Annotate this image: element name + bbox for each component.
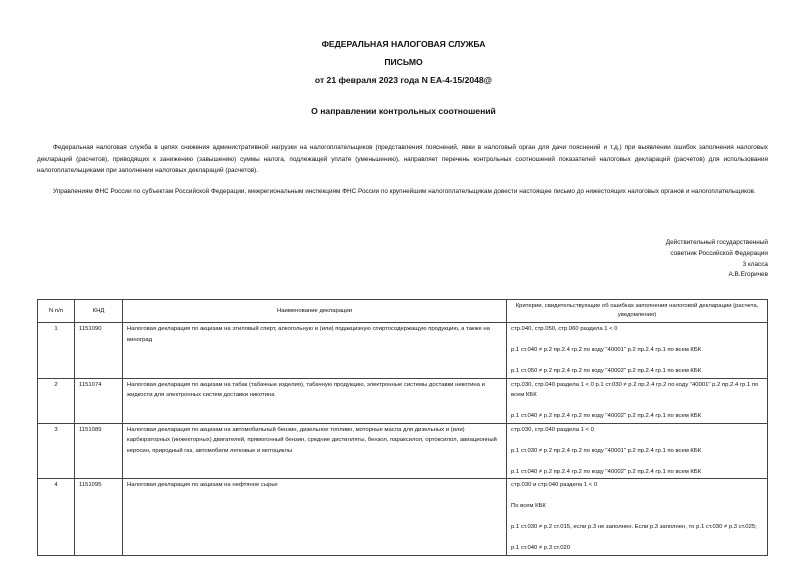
criteria-line: стр.030, стр.040 раздела 1 < 0 [511,426,594,433]
row-criteria [507,323,768,379]
signature-block [560,238,768,281]
criteria-line: р.1 ст.030 ≠ р.2 ст.015, если р.3 не заполнен. Если р.3 заполнен, то р.1 ст.030 ≠ р.3 ст.025; [511,524,757,530]
body-paragraph-1 [37,142,768,177]
criteria-line: стр.040, стр.050, стр.060 раздела 1 < 0 [511,326,618,332]
criteria-table [37,299,768,556]
row-declaration-name: Налоговая декларация по акцизам на табак (табачные изделия), табачную продукцию, электронные системы доставки никотина и жидкости для электронных систем доставки никотина [123,378,507,423]
signature-line-2: советник Российской Федерации [670,249,768,257]
body-paragraph-1-text: Федеральная налоговая служба в целях снижения административной нагрузки на налогоплательщиков (представления пояснений, явки в налоговый орган для дачи пояснений и т.д.) при выявлении ошибок заполнения налоговых деклараций (расчетов), приводящих к занижению (завышению) суммы налога, подлежащей уплате (уменьшению), направляет перечень контрольных соотношений показателей налоговых деклараций (расчетов) для использования налогоплательщиками при заполнении налоговых деклараций (расчетов). [37,144,768,175]
row-num: 3 [38,423,75,479]
body-paragraph-2 [37,186,768,198]
row-knd: 1151074 [75,378,123,423]
doc-subject: О направлении контрольных соотношений [311,106,496,116]
signature-line-3: 3 класса [742,260,768,268]
table-row [38,323,768,379]
row-knd: 1151095 [75,479,123,556]
criteria-line: р.1 ст.050 ≠ р.2 пр.2.4 гр.2 по коду "40002" р.2 пр.2.4 гр.1 по всем КБК [511,368,702,374]
org-title: ФЕДЕРАЛЬНАЯ НАЛОГОВАЯ СЛУЖБА [321,39,486,49]
row-num: 4 [38,479,75,556]
header-num: N п/п [38,300,75,323]
criteria-line: р.1 ст.040 ≠ р.3 ст.020 [511,545,571,551]
doc-type: ПИСЬМО [384,57,423,67]
criteria-line: стр.030, стр.040 раздела 1 < 0 р.1 ст.030 ≠ р.2 пр.2.4 гр.2 по коду "40001" р.2 пр.2.4 гр.1 по всем КБК [511,381,759,398]
signature-line-1: Действительный государственный [665,239,768,246]
row-num: 1 [38,323,75,379]
criteria-line: стр.030 и стр.040 раздела 1 < 0 [511,482,598,488]
row-criteria [507,423,768,479]
row-criteria [507,378,768,423]
table-header-row [38,300,768,323]
header-knd: КНД [75,300,123,323]
row-declaration-name: Налоговая декларация по акцизам на нефтяное сырье [123,479,507,556]
row-declaration-name: Налоговая декларация по акцизам на этиловый спирт, алкогольную и (или) подакцизную спиртосодержащую продукцию, а также на виноград [123,323,507,379]
row-declaration-name: Налоговая декларация по акцизам на автомобильный бензин, дизельное топливо, моторные масла для дизельных и (или) карбюраторных (инжекторных) двигателей, прямогонный бензин, средние дистилляты, бензол, параксилол, ортоксилол, авиационный керосин, природный газ, автомобили легковые и мотоциклы [123,423,507,479]
body-paragraph-2-text: Управлениям ФНС России по субъектам Российской Федерации, межрегиональным инспекциям ФНС России по крупнейшим налогоплательщикам довести настоящее письмо до нижестоящих налоговых органов и налогоплательщиков. [53,188,756,195]
criteria-line: р.1 ст.040 ≠ р.2 пр.2.4 гр.2 по коду "40002" р.2 пр.2.4 гр.1 по всем КБК [511,468,702,475]
header-criteria: Критерии, свидетельствующие об ошибках заполнения налоговой декларации (расчета, уведомления) [507,300,768,323]
criteria-line: р.1 ст.030 ≠ р.2 пр.2.4 гр.2 по коду "40001" р.2 пр.2.4 гр.1 по всем КБК [511,447,702,454]
row-criteria [507,479,768,556]
doc-date-number: от 21 февраля 2023 года N ЕА-4-15/2048@ [314,75,493,85]
criteria-line: р.1 ст.040 ≠ р.2 пр.2.4 гр.2 по коду "40002" р.2 пр.2.4 гр.1 по всем КБК [511,413,702,419]
signature-name: А.В.Егоричев [728,271,768,279]
row-num: 2 [38,378,75,423]
row-knd: 1151090 [75,323,123,379]
criteria-line: По всем КБК [511,503,546,509]
table-row [38,479,768,556]
header-name: Наименование декларации [123,300,507,323]
criteria-line: р.1 ст.040 ≠ р.2 пр.2.4 гр.2 по коду "40001" р.2 пр.2.4 гр.1 по всем КБК [511,347,702,353]
table-row [38,378,768,423]
table-row [38,423,768,479]
row-knd: 1151089 [75,423,123,479]
